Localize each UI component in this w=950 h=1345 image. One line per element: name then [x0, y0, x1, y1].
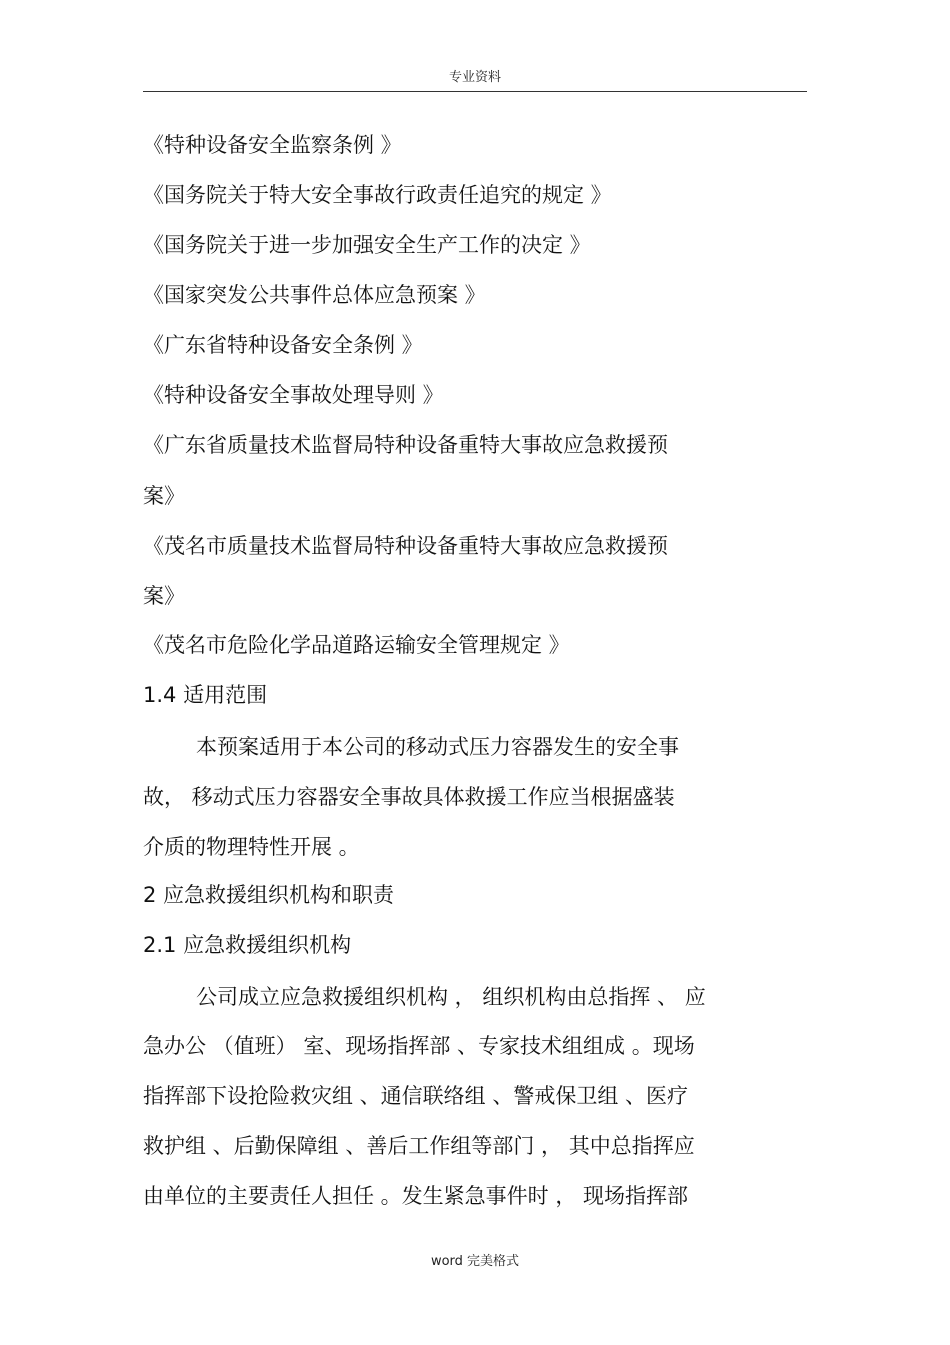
reference-item-continued: 案》 [143, 584, 185, 608]
reference-item: 《茂名市危险化学品道路运输安全管理规定 》 [143, 633, 570, 657]
paragraph-line: 由单位的主要责任人担任 。发生紧急事件时 ， 现场指挥部 [143, 1184, 689, 1208]
reference-item: 《广东省质量技术监督局特种设备重特大事故应急救援预 [143, 433, 668, 457]
paragraph-line: 救护组 、后勤保障组 、善后工作组等部门 ， 其中总指挥应 [143, 1134, 695, 1158]
header-divider [143, 91, 807, 92]
reference-item-continued: 案》 [143, 484, 185, 508]
paragraph-line: 本预案适用于本公司的移动式压力容器发生的安全事 [196, 735, 679, 759]
reference-item: 《国务院关于进一步加强安全生产工作的决定 》 [143, 233, 591, 257]
reference-item: 《特种设备安全监察条例 》 [143, 133, 402, 157]
section-heading-2: 2 应急救援组织机构和职责 [143, 883, 395, 907]
reference-item: 《特种设备安全事故处理导则 》 [143, 383, 444, 407]
paragraph-line: 公司成立应急救援组织机构 ， 组织机构由总指挥 、 应 [196, 985, 706, 1009]
section-heading-1-4: 1.4 适用范围 [143, 683, 268, 707]
paragraph-line: 指挥部下设抢险救灾组 、通信联络组 、警戒保卫组 、医疗 [143, 1084, 689, 1108]
page-footer: word 完美格式 [430, 1254, 520, 1269]
paragraph-line: 介质的物理特性开展 。 [143, 835, 360, 859]
paragraph-line: 故， 移动式压力容器安全事故具体救援工作应当根据盛装 [143, 785, 675, 809]
page-header: 专业资料 [448, 70, 501, 85]
paragraph-line: 急办公 （值班） 室、现场指挥部 、专家技术组组成 。现场 [143, 1034, 695, 1058]
reference-item: 《广东省特种设备安全条例 》 [143, 333, 423, 357]
reference-item: 《国家突发公共事件总体应急预案 》 [143, 283, 486, 307]
reference-item: 《国务院关于特大安全事故行政责任追究的规定 》 [143, 183, 612, 207]
reference-item: 《茂名市质量技术监督局特种设备重特大事故应急救援预 [143, 534, 668, 558]
section-heading-2-1: 2.1 应急救援组织机构 [143, 933, 352, 957]
